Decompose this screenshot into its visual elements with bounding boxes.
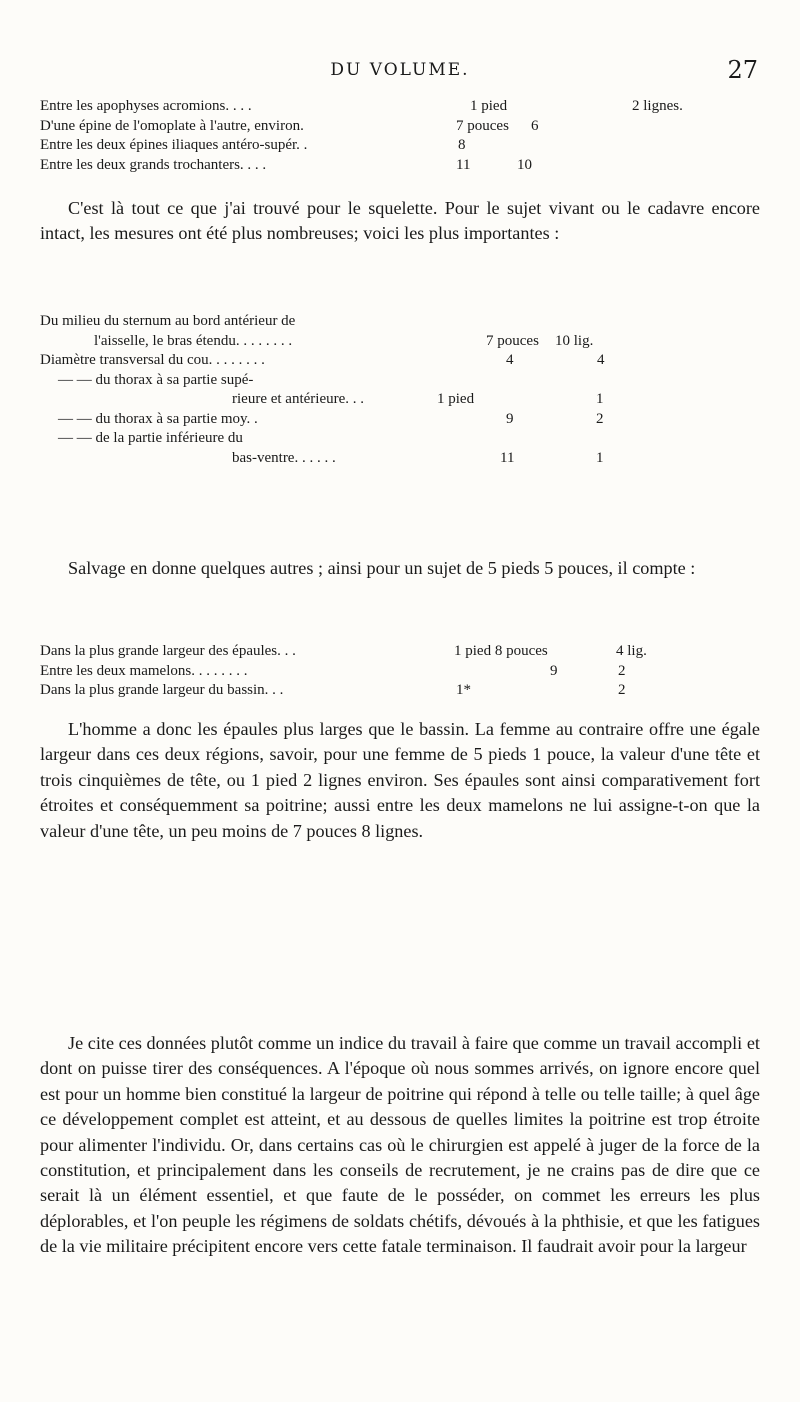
table-row: [40, 333, 760, 353]
row-label: bas-ventre. . . . . .: [232, 449, 336, 466]
table-row: [40, 372, 760, 392]
row-label: D'une épine de l'omoplate à l'autre, environ.: [40, 117, 304, 134]
row-label: Entre les apophyses acromions. . . .: [40, 98, 252, 114]
paragraph-1: [40, 196, 760, 247]
row-label: rieure et antérieure. . .: [232, 391, 365, 407]
table-row: [40, 137, 760, 157]
table-row: [40, 643, 760, 663]
row-value-1: 9: [506, 410, 514, 427]
row-value-1: 1*: [456, 682, 471, 698]
row-label: — — de la partie inférieure du: [58, 430, 243, 446]
table-row: [40, 98, 760, 118]
paragraph-3: [40, 717, 760, 844]
row-value-1: 1 pied: [470, 98, 508, 114]
paragraph-text: L'homme a donc les épaules plus larges que le bassin. La femme au contraire offre une égale largeur dans ces deux régions, savoir, pour une femme de 5 pieds 1 pouce, la valeur d'une tête et trois cinquièmes de tête, ou 1 pied 2 lignes environ. Ses épaules sont ainsi comparativement fort étroites et conséquemment sa poitrine; aussi entre les deux mamelons ne lui assigne-t-on que la valeur d'une tête, un peu moins de 7 pouces 8 lignes.: [40, 719, 760, 841]
row-label: l'aisselle, le bras étendu. . . . . . . .: [94, 332, 293, 349]
table-row: [40, 411, 760, 431]
row-value-2: 1: [596, 391, 604, 407]
row-value-1: 1 pied 8 pouces: [454, 643, 548, 659]
row-label: Du milieu du sternum au bord antérieur de: [40, 313, 296, 329]
row-value-2: 2: [596, 410, 604, 427]
row-value-1: 11: [456, 156, 471, 173]
table-row: [40, 430, 760, 450]
running-title: DU VOLUME.: [330, 60, 470, 80]
table-row: [40, 391, 760, 411]
row-value-1: 8: [458, 137, 466, 153]
paragraph-text: Je cite ces données plutôt comme un indice du travail à faire que comme un travail accompli et dont on puisse tirer des conséquences. A l'époque où nous sommes arrivés, on ignore encore quel est pour un homme bien constitué la largeur de poitrine qui répond à telle ou telle taille; à quel âge ce développement complet est atteint, et au dessous de quelles limites la poitrine est trop étroite pour alimenter l'individu. Or, dans certains cas où le chirurgien est appelé à juger de la force de la constitution, et principalement dans les conseils de recrutement, je ne crains pas de dire que ce serait là un élément essentiel, et que faute de le posséder, on commet les erreurs les plus déplorables, et l'on peuple les régimens de soldats chétifs, dévoués à la phthisie, et que les fatigues de la vie militaire précipitent encore vers cette fatale terminaison. Il faudrait avoir pour la largeur: [40, 1033, 760, 1257]
row-label: Entre les deux grands trochanters. . . .: [40, 156, 267, 173]
page-number: 27: [727, 56, 758, 84]
table-row: [40, 118, 760, 138]
table-row: [40, 352, 760, 372]
table-row: [40, 663, 760, 683]
row-value-2: 2: [618, 662, 626, 679]
page-header: [40, 58, 760, 84]
table-row: [40, 450, 760, 470]
skeleton-measures-table: [40, 98, 760, 176]
row-label: Entre les deux épines iliaques antéro-supér. .: [40, 137, 308, 153]
row-value-2: 4: [597, 352, 605, 368]
row-value-2: 6: [531, 117, 539, 134]
row-value-2: 2 lignes.: [632, 98, 683, 114]
salvage-measures-table: [40, 643, 760, 702]
row-value-2: 2: [618, 682, 626, 698]
paragraph-text: Salvage en donne quelques autres ; ainsi pour un sujet de 5 pieds 5 pouces, il compte :: [68, 558, 696, 578]
table-row: [40, 313, 760, 333]
row-value-2: 1: [596, 449, 604, 466]
living-measures-table: [40, 313, 760, 469]
row-label: Dans la plus grande largeur du bassin. . .: [40, 682, 284, 698]
row-value-1: 1 pied: [437, 391, 475, 407]
row-value-1: 7 pouces: [456, 117, 509, 134]
row-value-1: 4: [506, 352, 514, 368]
paragraph-4: [40, 1031, 760, 1260]
table-row: [40, 682, 760, 702]
row-value-2: 10 lig.: [555, 332, 594, 349]
row-label: — — du thorax à sa partie moy. .: [58, 410, 258, 427]
row-label: — — du thorax à sa partie supé-: [58, 371, 254, 388]
book-page: [40, 0, 760, 1402]
paragraph-2: [40, 556, 760, 581]
row-label: Dans la plus grande largeur des épaules. . .: [40, 643, 296, 659]
table-row: [40, 157, 760, 177]
paragraph-text: C'est là tout ce que j'ai trouvé pour le squelette. Pour le sujet vivant ou le cadavre encore intact, les mesures ont été plus nombreuses; voici les plus importantes :: [40, 198, 760, 244]
row-value-2: 10: [517, 156, 532, 173]
row-value-1: 11: [500, 449, 515, 466]
row-label: Diamètre transversal du cou. . . . . . . .: [40, 352, 265, 368]
row-label: Entre les deux mamelons. . . . . . . .: [40, 662, 248, 679]
row-value-1: 7 pouces: [486, 332, 539, 349]
row-value-1: 9: [550, 662, 558, 679]
row-value-2: 4 lig.: [616, 643, 647, 659]
